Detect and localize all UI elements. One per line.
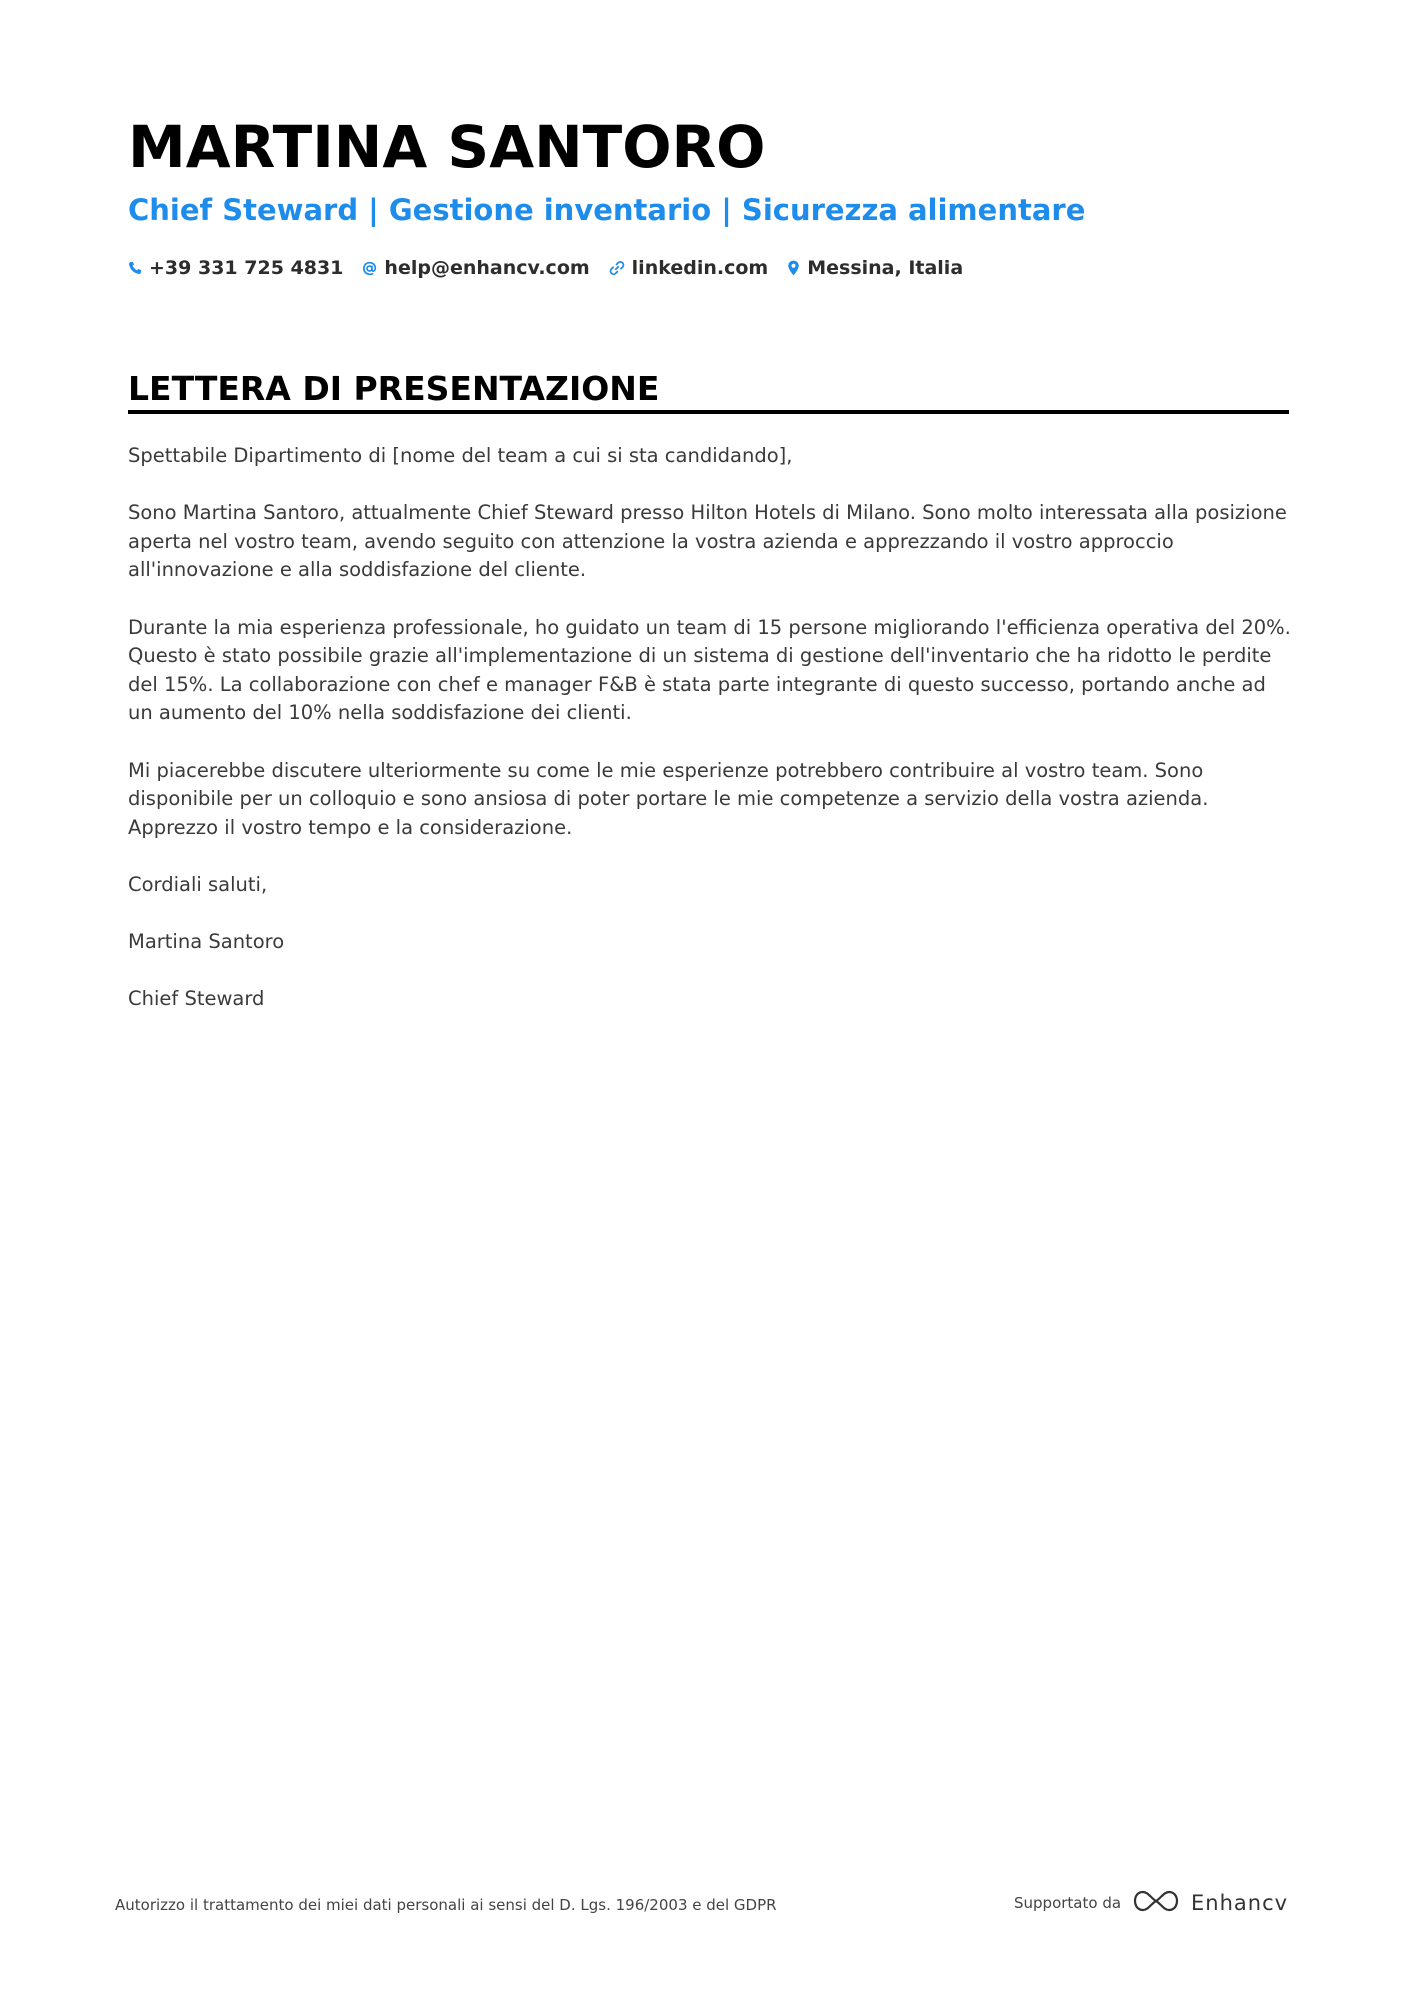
contact-bar: [128, 253, 963, 283]
letter-closing: Cordiali saluti,: [128, 872, 268, 896]
contact-phone-text: +39 331 725 4831: [149, 257, 344, 279]
letter-body: [128, 442, 1293, 1042]
gdpr-consent-note: Autorizzo il trattamento dei miei dati personali ai sensi del D. Lgs. 196/2003 e del GDPR: [115, 1896, 777, 1914]
phone-icon: [128, 261, 142, 275]
location-pin-icon: [787, 260, 800, 276]
link-icon: [609, 260, 625, 276]
enhancv-logo-icon: [1133, 1888, 1179, 1918]
section-title: LETTERA DI PRESENTAZIONE: [128, 369, 660, 408]
enhancv-brand-name: Enhancv: [1191, 1891, 1289, 1915]
at-icon: [362, 261, 377, 276]
contact-phone[interactable]: [128, 253, 343, 283]
contact-linkedin[interactable]: [609, 253, 769, 283]
section-divider: [128, 410, 1289, 414]
signature-title: Chief Steward: [128, 987, 265, 1011]
contact-email-text: help@enhancv.com: [384, 257, 590, 279]
candidate-name: MARTINA SANTORO: [128, 113, 766, 181]
letter-paragraph: Durante la mia esperienza professionale, ho guidato un team di 15 persone migliorando l'efficienza operativa del 20%. Questo è stato possibile grazie all'implementazione di un sistema di gestione dell'inventario che ha ridotto le perdite del 15%. La collaborazione con chef e manager F&B è stata parte integrante di questo successo, portando anche ad un aumento del 10% nella soddisfazione dei clienti.: [128, 615, 1291, 725]
powered-by-label: Supportato da: [1014, 1894, 1122, 1912]
contact-location: [787, 253, 963, 283]
signature-name: Martina Santoro: [128, 930, 285, 954]
letter-paragraph: Sono Martina Santoro, attualmente Chief Steward presso Hilton Hotels di Milano. Sono molto interessata alla posizione aperta nel vostro team, avendo seguito con attenzione la vostra azienda e apprezzando il vostro approccio all'innovazione e alla soddisfazione del cliente.: [128, 501, 1287, 582]
candidate-headline: Chief Steward | Gestione inventario | Sicurezza alimentare: [128, 193, 1086, 227]
contact-location-text: Messina, Italia: [807, 257, 964, 279]
letter-paragraph: Mi piacerebbe discutere ulteriormente su come le mie esperienze potrebbero contribuire al vostro team. Sono disponibile per un colloquio e sono ansiosa di poter portare le mie competenze a servizio della vostra azienda. Apprezzo il vostro tempo e la considerazione.: [128, 758, 1209, 839]
contact-email[interactable]: [362, 253, 589, 283]
letter-greeting: Spettabile Dipartimento di [nome del team a cui si sta candidando],: [128, 444, 793, 467]
powered-by[interactable]: [1014, 1886, 1288, 1920]
contact-linkedin-text: linkedin.com: [631, 257, 769, 279]
